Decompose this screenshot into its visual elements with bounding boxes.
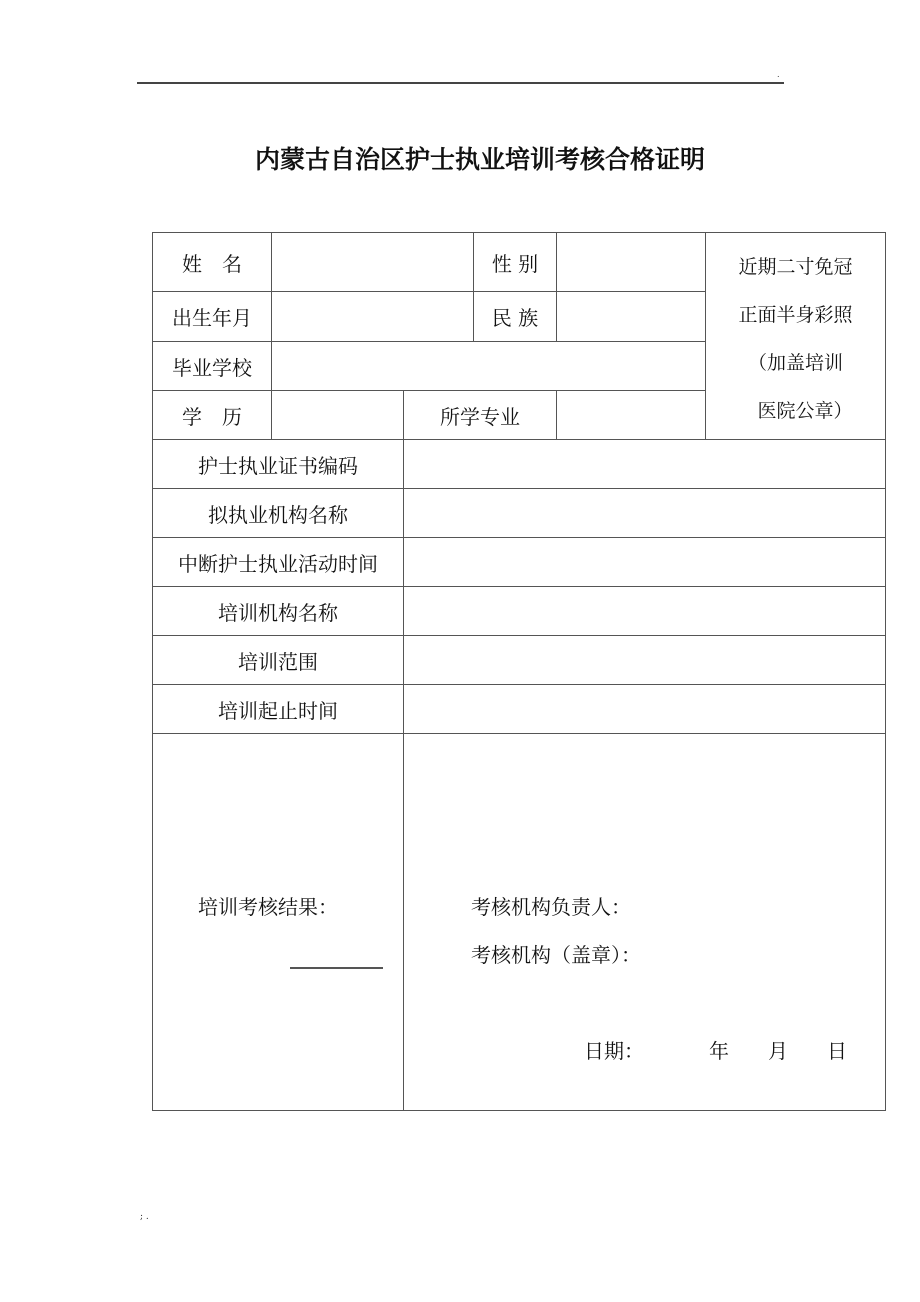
training-institution-field[interactable] (403, 586, 886, 636)
photo-instruction-line-1: 近期二寸免冠 (738, 256, 853, 278)
result-label: 培训考核结果： (198, 895, 338, 919)
gender-label: 性 别 (473, 232, 557, 292)
result-cell (152, 733, 404, 1111)
major-field[interactable] (556, 390, 706, 440)
month-label: 月 (768, 1039, 788, 1063)
page-title: 内蒙古自治区护士执业培训考核合格证明 (254, 145, 705, 174)
planned-institution-label: 拟执业机构名称 (152, 488, 404, 538)
name-field[interactable] (271, 232, 474, 292)
photo-placeholder (705, 232, 886, 440)
year-label: 年 (709, 1039, 729, 1063)
date-label: 日期： (584, 1039, 644, 1063)
license-number-label: 护士执业证书编码 (152, 439, 404, 489)
header-mark: . (777, 70, 780, 79)
training-scope-label: 培训范围 (152, 635, 404, 685)
ethnicity-field[interactable] (556, 291, 706, 342)
training-institution-label: 培训机构名称 (152, 586, 404, 636)
footer-mark: ; . (140, 1212, 149, 1222)
photo-instruction-line-4: 医院公章） (738, 400, 853, 422)
license-number-field[interactable] (403, 439, 886, 489)
training-period-field[interactable] (403, 684, 886, 734)
header-rule (137, 82, 784, 84)
planned-institution-field[interactable] (403, 488, 886, 538)
major-label: 所学专业 (403, 390, 557, 440)
photo-instruction-line-3: （加盖培训 (747, 352, 843, 374)
certificate-form-table (152, 232, 886, 1111)
examiner-cell (403, 733, 886, 1111)
school-field[interactable] (271, 341, 706, 391)
ethnicity-label: 民 族 (473, 291, 557, 342)
education-field[interactable] (271, 390, 404, 440)
name-label: 姓 名 (152, 232, 272, 292)
birth-label: 出生年月 (152, 291, 272, 342)
interruption-period-field[interactable] (403, 537, 886, 587)
training-period-label: 培训起止时间 (152, 684, 404, 734)
education-label: 学 历 (152, 390, 272, 440)
institution-seal-label: 考核机构（盖章）： (471, 943, 641, 967)
birth-field[interactable] (271, 291, 474, 342)
school-label: 毕业学校 (152, 341, 272, 391)
gender-field[interactable] (556, 232, 706, 292)
result-underline[interactable] (290, 967, 383, 969)
examiner-label: 考核机构负责人： (471, 895, 631, 919)
training-scope-field[interactable] (403, 635, 886, 685)
photo-instruction-line-2: 正面半身彩照 (738, 304, 853, 326)
day-label: 日 (827, 1039, 847, 1063)
interruption-period-label: 中断护士执业活动时间 (152, 537, 404, 587)
